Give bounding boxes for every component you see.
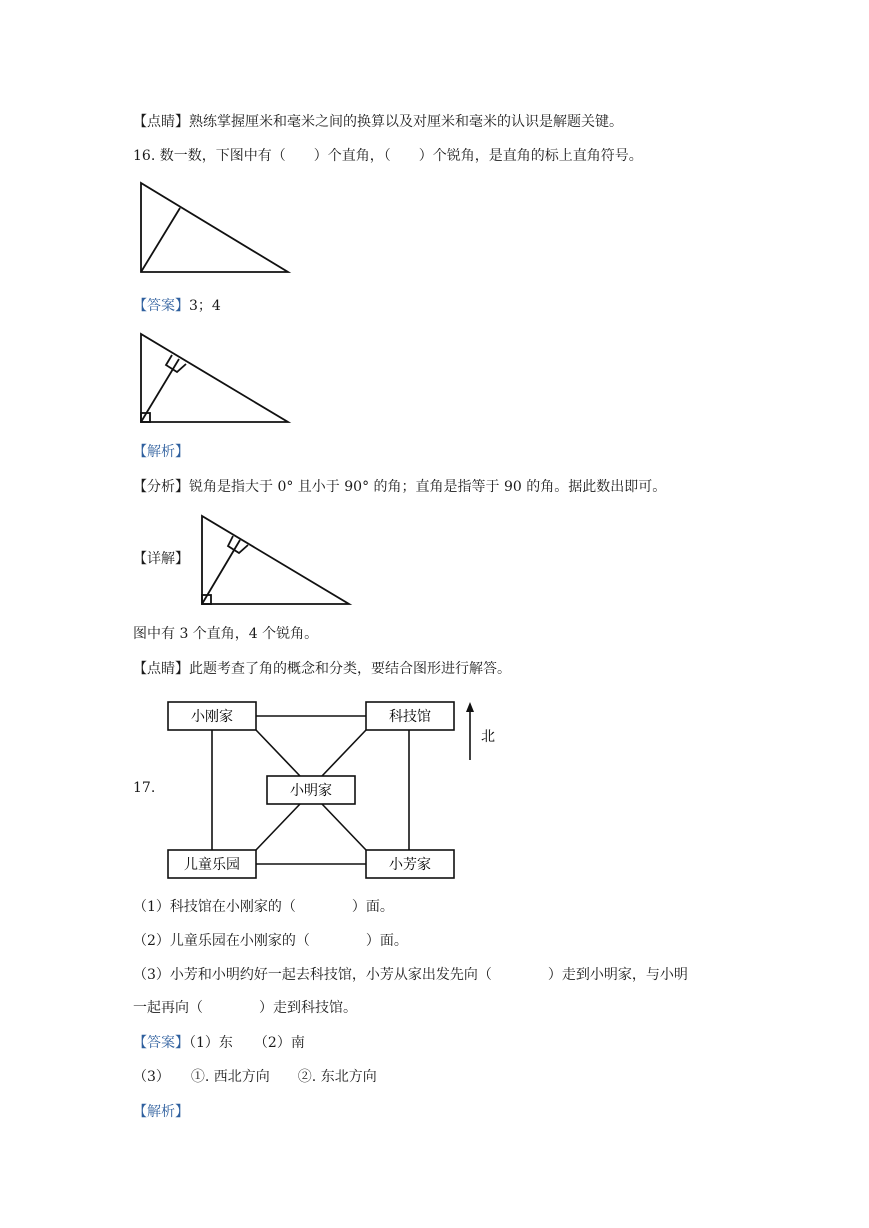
answer-tag: 【答案】 — [133, 1035, 189, 1051]
label-kejiguan: 科技馆 — [389, 709, 431, 725]
jiexi-16: 【解析】 — [133, 444, 189, 460]
jiexi-17: 【解析】 — [133, 1104, 189, 1120]
fenxi-16: 【分析】锐角是指大于 0° 且小于 90° 的角；直角是指等于 90 的角。据此数出即可。 — [133, 479, 667, 495]
answer-tag: 【答案】 — [133, 298, 189, 314]
answer-text: （1）东 （2）南 — [189, 1035, 305, 1051]
result-16: 图中有 3 个直角，4 个锐角。 — [133, 626, 319, 642]
label-xiaogang: 小刚家 — [191, 709, 233, 725]
label-xiaofang: 小芳家 — [389, 857, 431, 873]
question-17-part-3b: 一起再向（ ）走到科技馆。 — [133, 1000, 357, 1016]
north-arrow-head — [466, 702, 474, 712]
dianjing-note-1: 【点睛】熟练掌握厘米和毫米之间的换算以及对厘米和毫米的认识是解题关键。 — [133, 114, 623, 130]
question-17-part-3a: （3）小芳和小明约好一起去科技馆，小芳从家出发先向（ ）走到小明家，与小明 — [133, 967, 688, 983]
question-16: 16. 数一数，下图中有（ ）个直角，（ ）个锐角，是直角的标上直角符号。 — [133, 148, 643, 164]
xiangjie-16: 【详解】 — [133, 551, 189, 567]
label-north: 北 — [481, 729, 495, 745]
label-xiaoming: 小明家 — [290, 783, 332, 799]
answer-17-line-2: （3） ①. 西北方向 ②. 东北方向 — [133, 1069, 377, 1085]
question-17-part-1: （1）科技馆在小刚家的（ ）面。 — [133, 899, 394, 915]
dianjing-note-2: 【点睛】此题考查了角的概念和分类，要结合图形进行解答。 — [133, 661, 511, 677]
answer-text: 3；4 — [189, 298, 221, 314]
question-17-number: 17. — [133, 780, 156, 796]
question-17-part-2: （2）儿童乐园在小刚家的（ ）面。 — [133, 933, 408, 949]
answer-17 — [133, 1033, 305, 1053]
label-ertong: 儿童乐园 — [184, 857, 240, 873]
